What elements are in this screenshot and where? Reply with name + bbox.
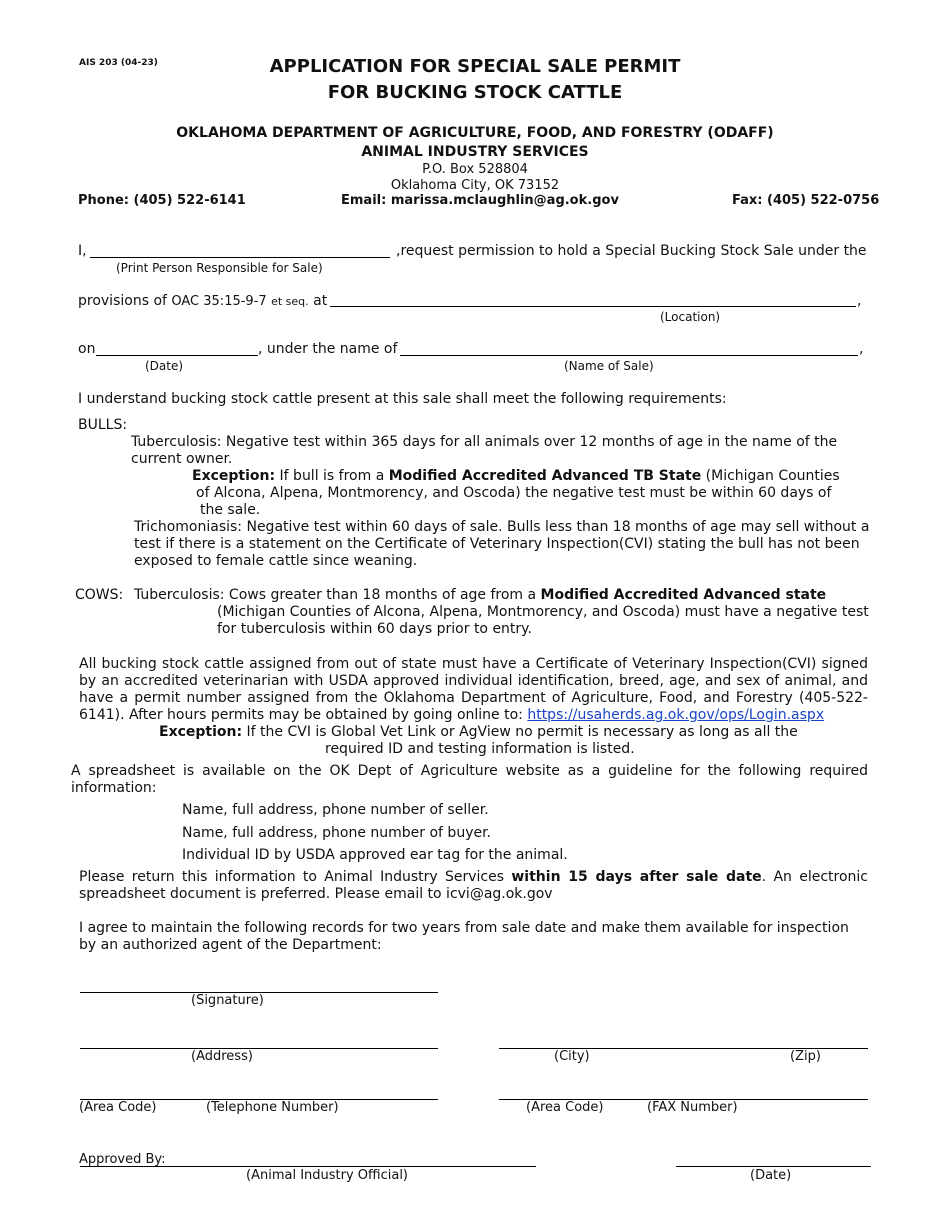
- fax-label: (FAX Number): [647, 1100, 738, 1115]
- request-suffix: ,request permission to hold a Special Bucking Stock Sale under the: [396, 243, 867, 259]
- at-text: at: [313, 293, 328, 309]
- sale-date-field[interactable]: [96, 355, 258, 356]
- cvi-text: All bucking stock cattle assigned from out of state must have a Certificate of Veterinary Inspection(CVI) signed by an accredited veterinarian with USDA approved individual identification, breed, age, and sex of animal, and have a permit number assigned from the Oklahoma Department of Agriculture, Food, and Forestry (405-522-6141). After hours permits may be obtained by going online to:: [79, 656, 868, 723]
- approval-date-field[interactable]: [676, 1166, 871, 1167]
- request-prefix: I,: [78, 243, 87, 259]
- address-label: (Address): [191, 1049, 253, 1064]
- signature-label: (Signature): [191, 993, 264, 1008]
- provisions-prefix: provisions of: [78, 293, 167, 309]
- person-responsible-field[interactable]: [90, 257, 390, 258]
- division-name: ANIMAL INDUSTRY SERVICES: [361, 144, 589, 160]
- sale-name-field[interactable]: [400, 355, 858, 356]
- regulation-code: OAC 35:15-9-7: [171, 294, 267, 309]
- bulls-exception-line3: the sale.: [200, 502, 261, 518]
- official-signature-field[interactable]: [80, 1166, 536, 1167]
- form-title-line2: FOR BUCKING STOCK CATTLE: [327, 82, 623, 103]
- return-text1: Please return this information to Animal Industry Services: [79, 869, 512, 885]
- cows-line1: [134, 587, 826, 603]
- spreadsheet-item-ear-tag: Individual ID by USDA approved ear tag for the animal.: [182, 847, 568, 863]
- fax-number: Fax: (405) 522-0756: [732, 193, 880, 208]
- bulls-trich-line3: exposed to female cattle since weaning.: [134, 553, 418, 569]
- phone-number: Phone: (405) 522-6141: [78, 193, 246, 208]
- under-name-text: , under the name of: [258, 341, 398, 357]
- address-line2: Oklahoma City, OK 73152: [390, 178, 560, 193]
- return-deadline: within 15 days after sale date: [511, 869, 762, 885]
- bulls-exception-t2: (Michigan Counties: [701, 468, 840, 484]
- bulls-exception-t1: If bull is from a: [275, 468, 389, 484]
- agency-name: OKLAHOMA DEPARTMENT OF AGRICULTURE, FOOD, AND FORESTRY (ODAFF): [176, 125, 774, 141]
- sale-name-comma: ,: [859, 341, 864, 357]
- cvi-exception-line2: required ID and testing information is listed.: [325, 741, 635, 757]
- person-responsible-label: (Print Person Responsible for Sale): [116, 261, 323, 275]
- cvi-exception-line1: [159, 724, 798, 740]
- sale-name-label: (Name of Sale): [564, 359, 654, 373]
- cows-line1-text: Tuberculosis: Cows greater than 18 months of age from a: [134, 587, 541, 603]
- usaherds-link[interactable]: https://usaherds.ag.ok.gov/ops/Login.aspx: [527, 707, 825, 723]
- agree-paragraph: I agree to maintain the following records for two years from sale date and make them available for inspection by an authorized agent of the Department:: [79, 920, 849, 953]
- approved-by-label: Approved By:: [79, 1152, 166, 1167]
- address-field[interactable]: [80, 1048, 438, 1049]
- bulls-trich-line2: test if there is a statement on the Certificate of Veterinary Inspection(CVI) stating the bull has not been: [134, 536, 860, 552]
- cows-line1-state: Modified Accredited Advanced state: [540, 587, 827, 603]
- cvi-exception-text: If the CVI is Global Vet Link or AgView no permit is necessary as long as all the: [242, 724, 798, 740]
- requirements-intro: I understand bucking stock cattle present at this sale shall meet the following requirements:: [78, 391, 727, 407]
- cows-line2: (Michigan Counties of Alcona, Alpena, Montmorency, and Oscoda) must have a negative test: [217, 604, 869, 620]
- city-label: (City): [554, 1049, 590, 1064]
- return-paragraph: [79, 869, 868, 903]
- email-address: Email: marissa.mclaughlin@ag.ok.gov: [341, 193, 619, 208]
- bulls-exception-label: Exception:: [192, 468, 276, 484]
- return-text2: . An electronic spreadsheet document is preferred. Please email to icvi@ag.ok.gov: [79, 869, 868, 902]
- bulls-exception-line1: [192, 468, 840, 484]
- cows-heading: COWS:: [75, 587, 124, 603]
- bulls-exception-line2: of Alcona, Alpena, Montmorency, and Oscoda) the negative test must be within 60 days of: [196, 485, 832, 501]
- form-code: AIS 203 (04-23): [79, 58, 158, 68]
- bulls-tb-line1: Tuberculosis: Negative test within 365 days for all animals over 12 months of age in the name of the: [131, 434, 838, 450]
- location-comma: ,: [857, 293, 862, 309]
- spreadsheet-item-seller: Name, full address, phone number of seller.: [182, 802, 489, 818]
- on-text: on: [78, 341, 96, 357]
- address-line1: P.O. Box 528804: [422, 162, 528, 177]
- cvi-paragraph: [79, 656, 868, 724]
- official-label: (Animal Industry Official): [246, 1168, 409, 1183]
- sale-date-label: (Date): [145, 359, 184, 373]
- bulls-heading: BULLS:: [78, 417, 128, 433]
- bulls-trich-line1: Trichomoniasis: Negative test within 60 days of sale. Bulls less than 18 months of age may sell without a: [134, 519, 870, 535]
- cows-line3: for tuberculosis within 60 days prior to entry.: [217, 621, 532, 637]
- telephone-label: (Telephone Number): [206, 1100, 339, 1115]
- et-seq: et seq.: [271, 295, 309, 308]
- location-field[interactable]: [330, 306, 856, 307]
- cvi-exception-label: Exception:: [159, 724, 243, 740]
- form-title-line1: APPLICATION FOR SPECIAL SALE PERMIT: [269, 56, 681, 77]
- provisions-text: [78, 293, 327, 309]
- bulls-exception-state: Modified Accredited Advanced TB State: [388, 468, 702, 484]
- area-code-label-fax: (Area Code): [526, 1100, 604, 1115]
- area-code-label-phone: (Area Code): [79, 1100, 157, 1115]
- approval-date-label: (Date): [750, 1168, 792, 1183]
- location-label: (Location): [660, 310, 721, 324]
- spreadsheet-paragraph: A spreadsheet is available on the OK Dept of Agriculture website as a guideline for the following required information:: [71, 763, 868, 796]
- zip-label: (Zip): [790, 1049, 821, 1064]
- spreadsheet-item-buyer: Name, full address, phone number of buyer.: [182, 825, 492, 841]
- bulls-tb-line2: current owner.: [131, 451, 233, 467]
